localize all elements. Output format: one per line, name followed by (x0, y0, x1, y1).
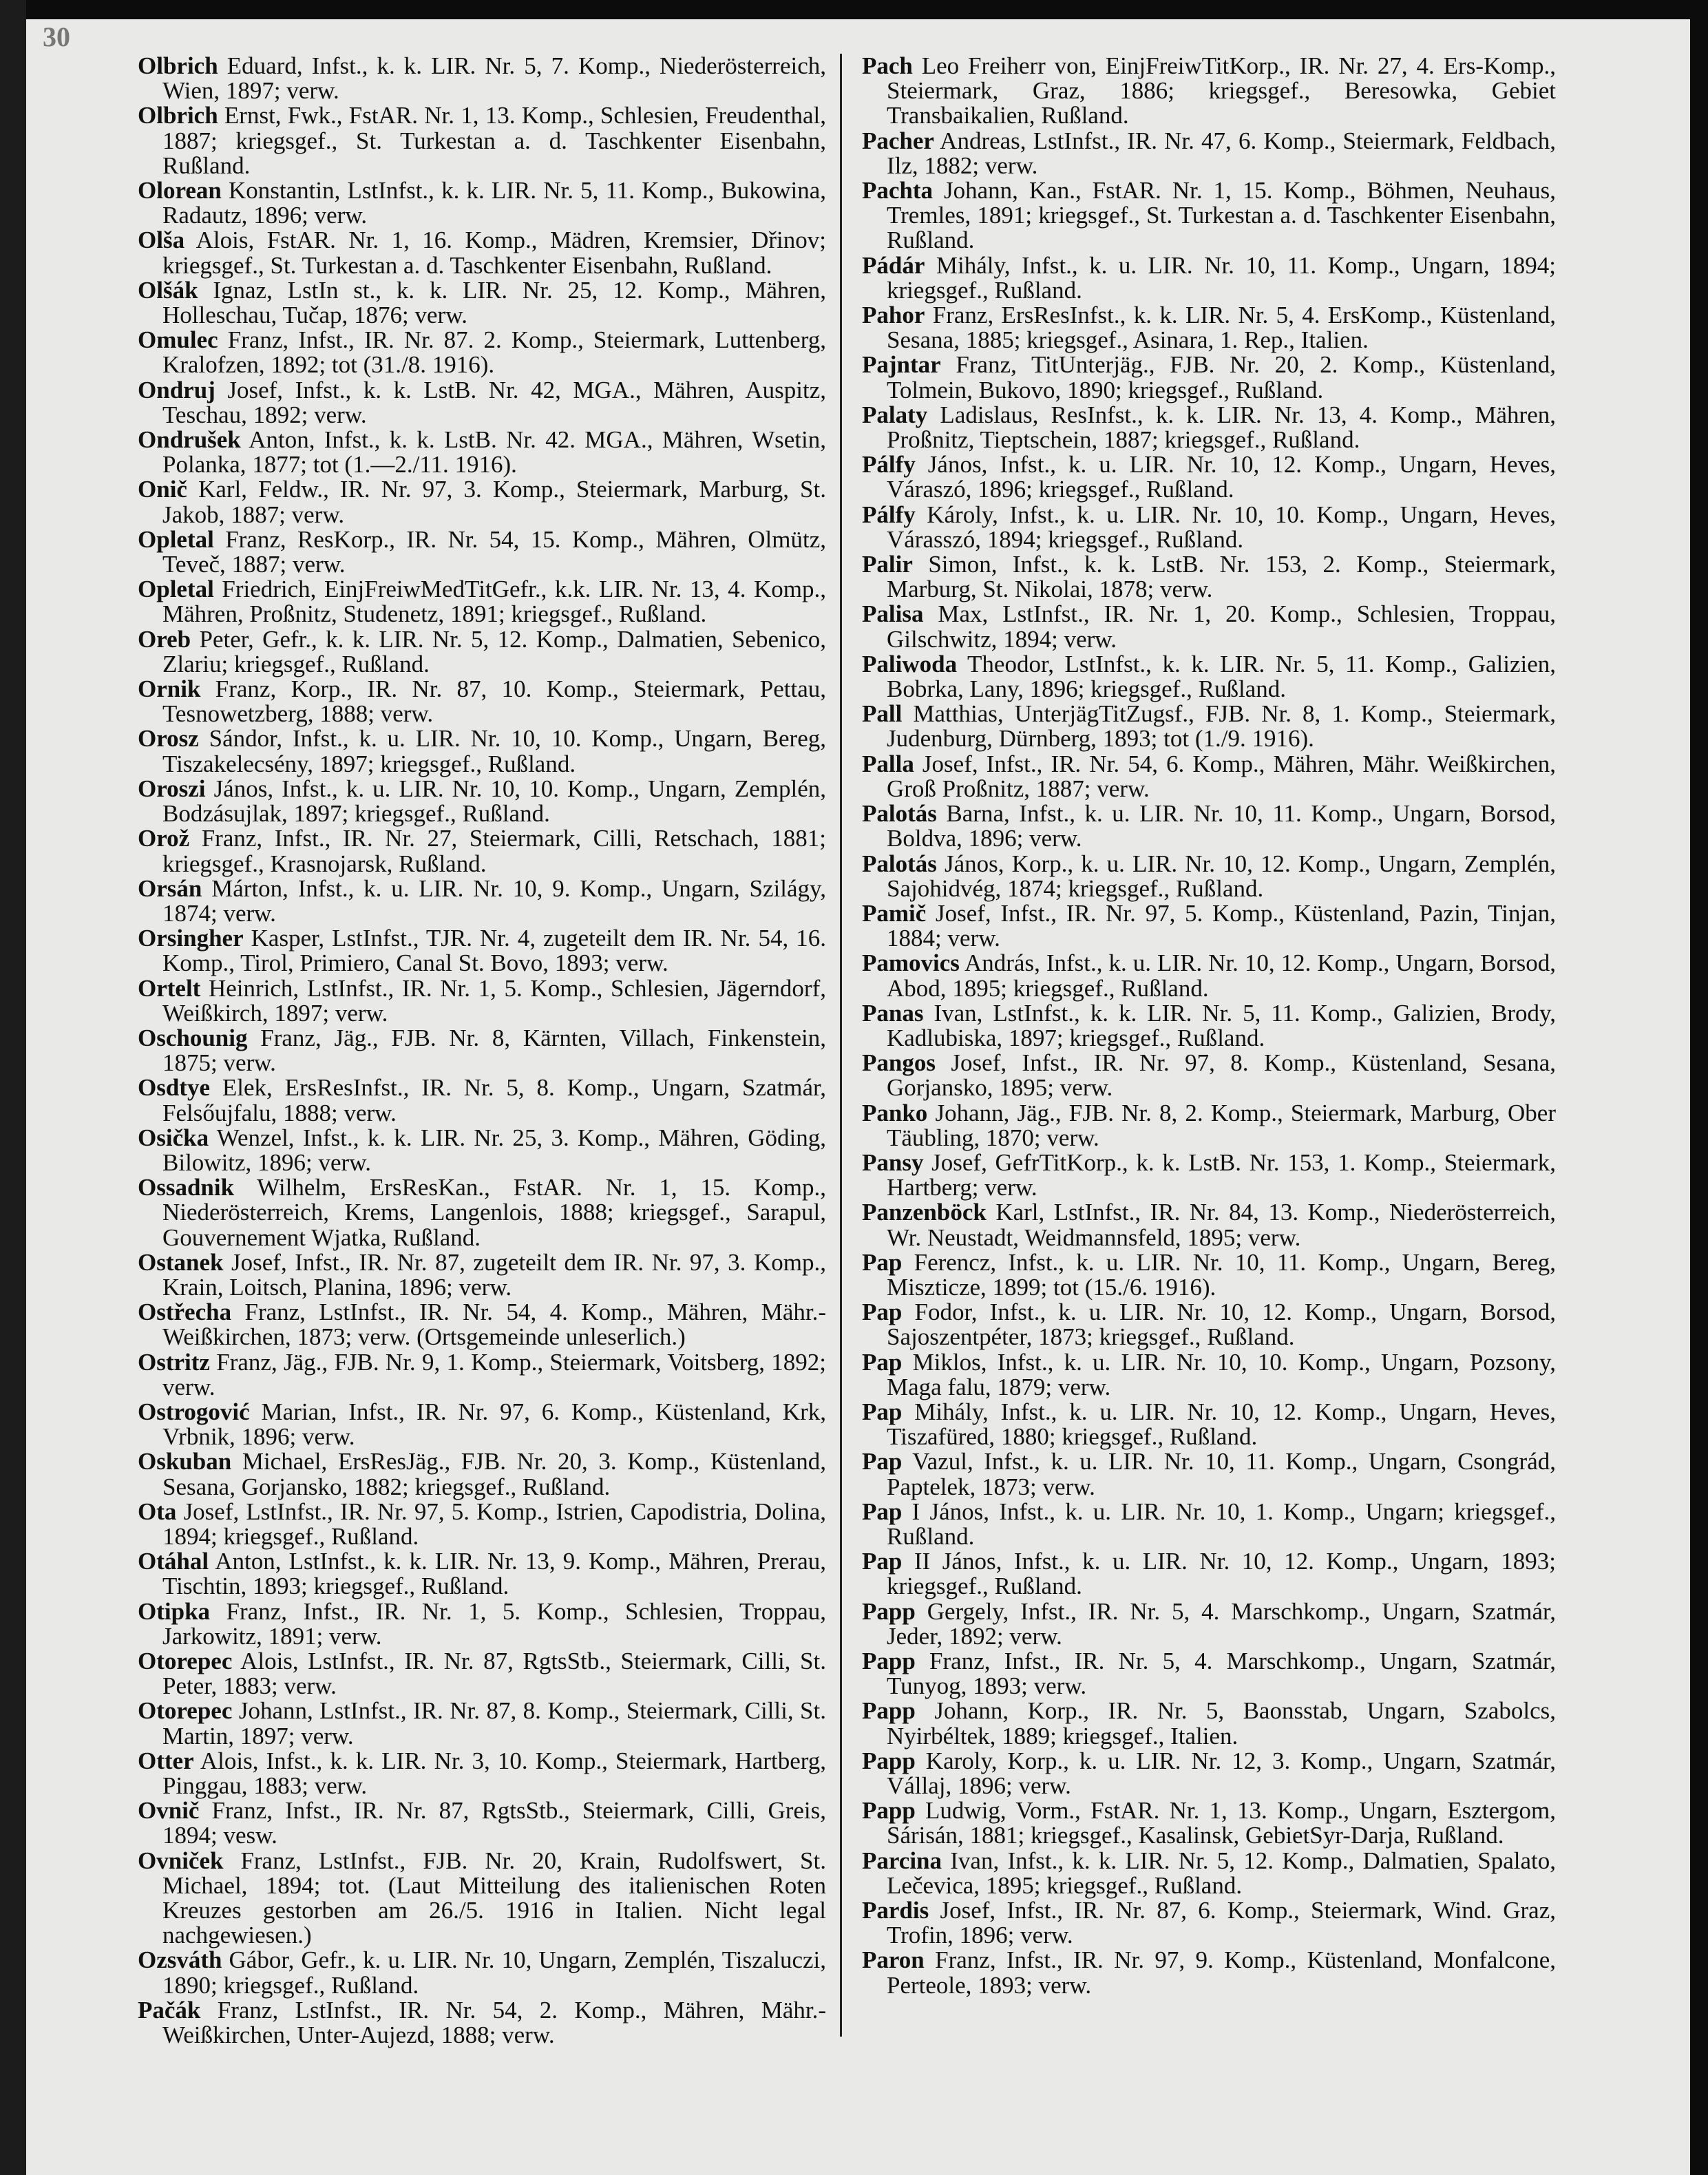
entry-details: Franz, Infst., IR. Nr. 27, Steiermark, Cilli, Retschach, 1881; kriegsgef., Krasnojarsk, Rußland. (162, 825, 826, 877)
register-entry (138, 1649, 826, 1699)
register-entry (138, 1075, 826, 1125)
entry-details: Franz, Jäg., FJB. Nr. 9, 1. Komp., Steiermark, Voitsberg, 1892; verw. (162, 1348, 826, 1400)
entry-surname: Pap (862, 1448, 903, 1475)
register-entry (138, 1798, 826, 1848)
entry-surname: Paron (862, 1946, 925, 1974)
entry-details: Johann, LstInfst., IR. Nr. 87, 8. Komp., Steiermark, Cilli, St. Martin, 1897; verw. (162, 1697, 826, 1750)
entry-details: Sándor, Infst., k. u. LIR. Nr. 10, 10. Komp., Ungarn, Bereg, Tiszakelecsény, 1897; kriegsgef., Rußland. (162, 725, 826, 777)
entry-surname: Palaty (862, 401, 928, 428)
entry-surname: Pap (862, 1398, 903, 1425)
entry-details: Eduard, Infst., k. k. LIR. Nr. 5, 7. Komp., Niederösterreich, Wien, 1897; verw. (162, 52, 826, 105)
register-entry (862, 552, 1556, 602)
entry-details: Karl, LstInfst., IR. Nr. 84, 13. Komp., Niederösterreich, Wr. Neustadt, Weidmannsfeld, 1895; verw. (887, 1199, 1556, 1251)
register-entry (862, 752, 1556, 801)
entry-details: Franz, Jäg., FJB. Nr. 8, Kärnten, Villach, Finkenstein, 1875; verw. (162, 1024, 826, 1077)
register-entry (138, 926, 826, 976)
entry-details: Károly, Infst., k. u. LIR. Nr. 10, 10. Komp., Ungarn, Heves, Várasszó, 1894; kriegsgef., Rußland. (887, 501, 1556, 553)
entry-details: András, Infst., k. u. LIR. Nr. 10, 12. Komp., Ungarn, Borsod, Abod, 1895; kriegsgef., Rußland. (887, 949, 1556, 1002)
register-entry (862, 951, 1556, 1000)
entry-details: Gábor, Gefr., k. u. LIR. Nr. 10, Ungarn, Zemplén, Tiszaluczi, 1890; kriegsgef., Rußland. (162, 1946, 826, 1999)
entry-details: Mihály, Infst., k. u. LIR. Nr. 10, 12. Komp., Ungarn, Heves, Tiszafüred, 1880; kriegsgef., Rußland. (887, 1398, 1556, 1451)
entry-surname: Oskuban (138, 1448, 232, 1475)
register-entry (138, 477, 826, 527)
register-entry (138, 976, 826, 1026)
right-column (862, 54, 1556, 1998)
entry-surname: Pačák (138, 1996, 201, 2024)
register-entry (138, 1948, 826, 1997)
register-entry (138, 228, 826, 277)
entry-details: Josef, Infst., IR. Nr. 87, zugeteilt dem IR. Nr. 97, 3. Komp., Krain, Loitsch, Planina, 1896; verw. (162, 1248, 826, 1301)
entry-details: Heinrich, LstInfst., IR. Nr. 1, 5. Komp., Schlesien, Jägerndorf, Weißkirch, 1897; verw. (162, 974, 826, 1027)
entry-details: János, Infst., k. u. LIR. Nr. 10, 12. Komp., Ungarn, Heves, Váraszó, 1896; kriegsgef., Rußland. (887, 451, 1556, 503)
entry-details: Franz, LstInfst., IR. Nr. 54, 2. Komp., Mähren, Mähr.-Weißkirchen, Unter-Aujezd, 1888; verw. (162, 1996, 826, 2049)
register-entry (862, 1898, 1556, 1948)
register-entry (138, 677, 826, 726)
register-entry (862, 1200, 1556, 1250)
entry-details: Josef, Infst., IR. Nr. 87, 6. Komp., Steiermark, Wind. Graz, Trofin, 1896; verw. (887, 1897, 1556, 1949)
entry-surname: Pálfy (862, 451, 916, 479)
register-entry (862, 178, 1556, 253)
scan-border-top (0, 0, 1708, 19)
entry-surname: Palla (862, 750, 914, 777)
entry-details: Kasper, LstInfst., TJR. Nr. 4, zugeteilt dem IR. Nr. 54, 16. Komp., Tirol, Primiero, Canal St. Bovo, 1893; verw. (162, 925, 826, 977)
entry-surname: Orož (138, 825, 190, 852)
entry-surname: Palisa (862, 600, 924, 628)
entry-details: Josef, Infst., k. k. LstB. Nr. 42, MGA., Mähren, Auspitz, Teschau, 1892; verw. (162, 376, 826, 428)
entry-details: Leo Freiherr von, EinjFreiwTitKorp., IR. Nr. 27, 4. Ers-Komp., Steiermark, Graz, 1886; kriegsgef., Beresowka, Gebiet Transbaikalien, Rußland. (887, 52, 1556, 129)
register-entry (862, 253, 1556, 303)
register-entry (138, 826, 826, 876)
entry-surname: Pangos (862, 1049, 936, 1077)
entry-details: Johann, Korp., IR. Nr. 5, Baonsstab, Ungarn, Szabolcs, Nyirbéltek, 1889; kriegsgef., Italien. (887, 1697, 1556, 1750)
entry-details: Franz, Infst., IR. Nr. 97, 9. Komp., Küstenland, Monfalcone, Perteole, 1893; verw. (887, 1946, 1556, 1999)
register-entry (862, 1400, 1556, 1449)
register-entry (862, 1798, 1556, 1848)
entry-surname: Pacher (862, 127, 934, 154)
entry-surname: Pamovics (862, 949, 960, 977)
entry-surname: Pap (862, 1548, 903, 1575)
register-entry (862, 852, 1556, 901)
entry-surname: Otorepec (138, 1648, 233, 1674)
page-number: 30 (43, 21, 70, 52)
entry-surname: Orsingher (138, 925, 244, 952)
entry-details: Franz, Infst., IR. Nr. 5, 4. Marschkomp., Ungarn, Szatmár, Tunyog, 1893; verw. (887, 1648, 1556, 1700)
entry-surname: Papp (862, 1648, 916, 1674)
register-entry (138, 777, 826, 826)
entry-details: Max, LstInfst., IR. Nr. 1, 20. Komp., Schlesien, Troppau, Gilschwitz, 1894; verw. (887, 600, 1556, 653)
entry-surname: Pap (862, 1498, 903, 1525)
entry-details: Michael, ErsResJäg., FJB. Nr. 20, 3. Komp., Küstenland, Sesana, Gorjansko, 1882; kriegsgef., Rußland. (162, 1448, 826, 1500)
entry-details: Franz, Infst., IR. Nr. 1, 5. Komp., Schlesien, Troppau, Jarkowitz, 1891; verw. (162, 1597, 826, 1650)
register-entry (862, 452, 1556, 502)
entry-details: Anton, Infst., k. k. LstB. Nr. 42. MGA., Mähren, Wsetin, Polanka, 1877; tot (1.—2./11. 1916). (162, 426, 826, 479)
register-entry (138, 378, 826, 428)
entry-surname: Pap (862, 1348, 903, 1376)
register-entry (862, 1699, 1556, 1748)
entry-details: Konstantin, LstInfst., k. k. LIR. Nr. 5, 11. Komp., Bukowina, Radautz, 1896; verw. (162, 177, 826, 229)
entry-details: II János, Infst., k. u. LIR. Nr. 10, 12. Komp., Ungarn, 1893; kriegsgef., Rußland. (887, 1548, 1556, 1600)
register-entry (862, 1649, 1556, 1699)
register-entry (862, 1500, 1556, 1549)
register-entry (862, 1001, 1556, 1051)
entry-surname: Papp (862, 1747, 916, 1774)
register-entry (138, 1749, 826, 1798)
entry-surname: Olšák (138, 276, 198, 304)
register-entry (862, 1051, 1556, 1100)
register-entry (862, 1150, 1556, 1200)
register-entry (862, 1350, 1556, 1400)
entry-surname: Opletal (138, 525, 214, 553)
entry-surname: Otter (138, 1747, 194, 1774)
entry-details: Ferencz, Infst., k. u. LIR. Nr. 10, 11. Komp., Ungarn, Bereg, Miszticze, 1899; tot (15./6. 1916). (887, 1248, 1556, 1301)
entry-surname: Opletal (138, 576, 214, 603)
entry-surname: Oreb (138, 625, 191, 653)
entry-surname: Otorepec (138, 1697, 233, 1725)
register-entry (862, 901, 1556, 951)
register-entry (862, 353, 1556, 402)
register-entry (862, 1599, 1556, 1649)
entry-surname: Papp (862, 1597, 916, 1625)
entry-surname: Pachta (862, 177, 934, 204)
entry-surname: Ondruj (138, 376, 215, 403)
entry-surname: Olorean (138, 177, 222, 204)
entry-surname: Paliwoda (862, 650, 958, 677)
entry-details: Johann, Kan., FstAR. Nr. 1, 15. Komp., Böhmen, Neuhaus, Tremles, 1891; kriegsgef., St. Turkestan a. d. Taschkenter Eisenbahn, Rußland. (887, 177, 1556, 254)
entry-details: Franz, TitUnterjäg., FJB. Nr. 20, 2. Komp., Küstenland, Tolmein, Bukovo, 1890; kriegsgef., Rußland. (887, 351, 1556, 403)
entry-details: Franz, LstInfst., FJB. Nr. 20, Krain, Rudolfswert, St. Michael, 1894; tot. (Laut Mitteilung des italienischen Roten Kreuzes gestorben am 26./5. 1916 in Italien. Nicht legal nachgewiesen.) (162, 1847, 826, 1949)
register-entry (138, 328, 826, 377)
entry-surname: Pardis (862, 1897, 929, 1924)
register-entry (138, 1026, 826, 1075)
register-entry (862, 1749, 1556, 1798)
entry-surname: Palotás (862, 850, 937, 877)
entry-details: Marian, Infst., IR. Nr. 97, 6. Komp., Küstenland, Krk, Vrbnik, 1896; verw. (162, 1398, 826, 1451)
entry-surname: Orosz (138, 725, 199, 753)
register-entry (862, 1101, 1556, 1150)
entry-surname: Ossadnik (138, 1174, 235, 1201)
entry-details: Franz, Infst., IR. Nr. 87, RgtsStb., Steiermark, Cilli, Greis, 1894; vesw. (162, 1797, 826, 1849)
register-entry (862, 1449, 1556, 1499)
entry-details: Theodor, LstInfst., k. k. LIR. Nr. 5, 11. Komp., Galizien, Bobrka, Lany, 1896; kriegsgef., Rußland. (887, 650, 1556, 703)
entry-details: Alois, Infst., k. k. LIR. Nr. 3, 10. Komp., Steiermark, Hartberg, Pinggau, 1883; verw. (162, 1747, 826, 1800)
register-entry (138, 1599, 826, 1649)
entry-details: Johann, Jäg., FJB. Nr. 8, 2. Komp., Steiermark, Marburg, Ober Täubling, 1870; verw. (887, 1099, 1556, 1151)
entry-surname: Pap (862, 1299, 903, 1326)
register-entry (862, 54, 1556, 129)
entry-surname: Osdtye (138, 1074, 210, 1102)
register-entry (138, 627, 826, 677)
entry-surname: Pajntar (862, 351, 941, 379)
entry-surname: Pap (862, 1248, 903, 1276)
entry-details: Gergely, Infst., IR. Nr. 5, 4. Marschkomp., Ungarn, Szatmár, Jeder, 1892; verw. (887, 1597, 1556, 1650)
register-entry (138, 876, 826, 926)
register-entry (138, 103, 826, 178)
entry-details: Vazul, Infst., k. u. LIR. Nr. 10, 11. Komp., Ungarn, Csongrád, Paptelek, 1873; verw. (887, 1448, 1556, 1500)
register-entry (862, 303, 1556, 353)
register-entry (138, 1400, 826, 1449)
scan-border-right (1690, 0, 1708, 2175)
entry-surname: Olbrich (138, 52, 218, 79)
entry-details: Barna, Infst., k. u. LIR. Nr. 10, 11. Komp., Ungarn, Borsod, Boldva, 1896; verw. (887, 800, 1556, 852)
entry-surname: Ortelt (138, 974, 201, 1002)
entry-surname: Pamič (862, 899, 927, 927)
register-entry (862, 1549, 1556, 1599)
register-entry (138, 1849, 826, 1948)
entry-surname: Onič (138, 476, 187, 503)
entry-details: Anton, LstInfst., k. k. LIR. Nr. 13, 9. Komp., Mähren, Prerau, Tischtin, 1893; kriegsgef., Rußland. (162, 1548, 826, 1600)
entry-surname: Orsán (138, 874, 202, 902)
entry-details: Elek, ErsResInfst., IR. Nr. 5, 8. Komp., Ungarn, Szatmár, Felsőujfalu, 1888; verw. (162, 1074, 826, 1126)
entry-details: Ivan, LstInfst., k. k. LIR. Nr. 5, 11. Komp., Galizien, Brody, Kadlubiska, 1897; kriegsgef., Rußland. (887, 999, 1556, 1051)
register-entry (862, 652, 1556, 702)
entry-details: Miklos, Infst., k. u. LIR. Nr. 10, 10. Komp., Ungarn, Pozsony, Maga falu, 1879; verw. (887, 1348, 1556, 1400)
register-entry (138, 1250, 826, 1300)
entry-details: Josef, Infst., IR. Nr. 97, 8. Komp., Küstenland, Sesana, Gorjansko, 1895; verw. (887, 1049, 1556, 1102)
register-entry (138, 1300, 826, 1349)
entry-details: Wilhelm, ErsResKan., FstAR. Nr. 1, 15. Komp., Niederösterreich, Krems, Langenlois, 1888; kriegsgef., Sarapul, Gouvernement Wjatka, Rußland. (162, 1174, 826, 1251)
scan-border-left (0, 0, 26, 2175)
entry-surname: Pansy (862, 1148, 924, 1176)
entry-details: Alois, LstInfst., IR. Nr. 87, RgtsStb., Steiermark, Cilli, St. Peter, 1883; verw. (162, 1648, 826, 1700)
entry-surname: Parcina (862, 1847, 942, 1874)
register-entry (862, 403, 1556, 452)
entry-surname: Panzenböck (862, 1199, 987, 1226)
register-entry (138, 178, 826, 228)
register-entry (138, 278, 826, 328)
entry-details: Franz, Infst., IR. Nr. 87. 2. Komp., Steiermark, Luttenberg, Kralofzen, 1892; tot (31./8. 1916). (162, 326, 826, 379)
register-entry (138, 1998, 826, 2048)
entry-surname: Palir (862, 551, 913, 578)
register-entry (138, 54, 826, 103)
register-entry (862, 129, 1556, 178)
entry-surname: Pall (862, 700, 903, 728)
entry-surname: Otáhal (138, 1548, 209, 1575)
entry-surname: Ovniček (138, 1847, 224, 1874)
entry-surname: Pach (862, 52, 913, 79)
entry-details: Simon, Infst., k. k. LstB. Nr. 153, 2. Komp., Steiermark, Marburg, St. Nikolai, 1878; verw. (887, 551, 1556, 603)
entry-surname: Pálfy (862, 501, 916, 528)
entry-details: Josef, GefrTitKorp., k. k. LstB. Nr. 153, 1. Komp., Steiermark, Hartberg; verw. (887, 1148, 1556, 1201)
left-column (138, 54, 826, 2048)
entry-surname: Pahor (862, 302, 925, 329)
entry-surname: Otipka (138, 1597, 211, 1625)
register-entry (862, 503, 1556, 552)
entry-details: Franz, ResKorp., IR. Nr. 54, 15. Komp., Mähren, Olmütz, Teveč, 1887; verw. (162, 525, 826, 578)
register-entry (138, 1549, 826, 1599)
entry-surname: Osička (138, 1124, 209, 1151)
entry-details: Fodor, Infst., k. u. LIR. Nr. 10, 12. Komp., Ungarn, Borsod, Sajoszentpéter, 1873; kriegsgef., Rußland. (887, 1299, 1556, 1351)
entry-details: Wenzel, Infst., k. k. LIR. Nr. 25, 3. Komp., Mähren, Göding, Bilowitz, 1896; verw. (162, 1124, 826, 1176)
entry-surname: Ostanek (138, 1248, 224, 1276)
register-entry (138, 577, 826, 627)
entry-details: Ernst, Fwk., FstAR. Nr. 1, 13. Komp., Schlesien, Freudenthal, 1887; kriegsgef., St. Turkestan a. d. Taschkenter Eisenbahn, Rußland. (162, 102, 826, 179)
entry-surname: Ostrogović (138, 1398, 250, 1425)
register-entry (862, 1250, 1556, 1300)
entry-details: I János, Infst., k. u. LIR. Nr. 10, 1. Komp., Ungarn; kriegsgef., Rußland. (887, 1498, 1556, 1550)
entry-surname: Olša (138, 227, 185, 254)
register-entry (862, 801, 1556, 851)
entry-surname: Pádár (862, 251, 925, 279)
entry-details: Karoly, Korp., k. u. LIR. Nr. 12, 3. Komp., Ungarn, Szatmár, Vállaj, 1896; verw. (887, 1747, 1556, 1800)
entry-details: Ignaz, LstIn st., k. k. LIR. Nr. 25, 12. Komp., Mähren, Holleschau, Tučap, 1876; verw. (162, 276, 826, 329)
entry-details: Andreas, LstInfst., IR. Nr. 47, 6. Komp., Steiermark, Feldbach, Ilz, 1882; verw. (887, 127, 1556, 179)
entry-surname: Olbrich (138, 102, 218, 129)
entry-details: Friedrich, EinjFreiwMedTitGefr., k.k. LIR. Nr. 13, 4. Komp., Mähren, Proßnitz, Studenetz, 1891; kriegsgef., Rußland. (162, 576, 826, 628)
entry-surname: Ondrušek (138, 426, 241, 454)
register-entry (138, 1500, 826, 1549)
entry-details: Matthias, UnterjägTitZugsf., FJB. Nr. 8, 1. Komp., Steiermark, Judenburg, Dürnberg, 1893; tot (1./9. 1916). (887, 700, 1556, 753)
entry-surname: Panas (862, 999, 924, 1027)
entry-details: Ladislaus, ResInfst., k. k. LIR. Nr. 13, 4. Komp., Mähren, Proßnitz, Tieptschein, 1887; kriegsgef., Rußland. (887, 401, 1556, 454)
register-entry (138, 1449, 826, 1499)
entry-details: Karl, Feldw., IR. Nr. 97, 3. Komp., Steiermark, Marburg, St. Jakob, 1887; verw. (162, 476, 826, 528)
entry-surname: Ota (138, 1498, 177, 1525)
entry-surname: Panko (862, 1099, 928, 1126)
entry-details: Franz, LstInfst., IR. Nr. 54, 4. Komp., Mähren, Mähr.-Weißkirchen, 1873; verw. (Ortsgemeinde unleserlich.) (162, 1299, 826, 1351)
entry-surname: Oschounig (138, 1024, 248, 1051)
entry-details: Ivan, Infst., k. k. LIR. Nr. 5, 12. Komp., Dalmatien, Spalato, Lečevica, 1895; kriegsgef., Rußland. (887, 1847, 1556, 1899)
entry-details: János, Infst., k. u. LIR. Nr. 10, 10. Komp., Ungarn, Zemplén, Bodzásujlak, 1897; kriegsgef., Rußland. (162, 775, 826, 828)
entry-details: Ludwig, Vorm., FstAR. Nr. 1, 13. Komp., Ungarn, Esztergom, Sárisán, 1881; kriegsgef., Kasalinsk, GebietSyr-Darja, Rußland. (887, 1797, 1556, 1849)
register-entry (138, 1175, 826, 1250)
register-entry (862, 602, 1556, 651)
entry-details: Márton, Infst., k. u. LIR. Nr. 10, 9. Komp., Ungarn, Szilágy, 1874; verw. (162, 874, 826, 927)
register-entry (862, 1948, 1556, 1997)
entry-surname: Ovnič (138, 1797, 200, 1825)
entry-details: Peter, Gefr., k. k. LIR. Nr. 5, 12. Komp., Dalmatien, Sebenico, Zlariu; kriegsgef., Rußland. (162, 625, 826, 677)
entry-details: Mihály, Infst., k. u. LIR. Nr. 10, 11. Komp., Ungarn, 1894; kriegsgef., Rußland. (887, 251, 1556, 304)
register-entry (138, 1126, 826, 1175)
entry-details: Franz, Korp., IR. Nr. 87, 10. Komp., Steiermark, Pettau, Tesnowetzberg, 1888; verw. (162, 675, 826, 728)
register-entry (862, 702, 1556, 751)
entry-surname: Papp (862, 1797, 916, 1825)
entry-surname: Papp (862, 1697, 916, 1725)
register-entry (138, 428, 826, 477)
register-entry (138, 1350, 826, 1400)
register-entry (862, 1849, 1556, 1898)
entry-surname: Ornik (138, 675, 201, 703)
entry-surname: Palotás (862, 800, 937, 828)
register-entry (138, 726, 826, 776)
entry-details: Franz, ErsResInfst., k. k. LIR. Nr. 5, 4. ErsKomp., Küstenland, Sesana, 1885; kriegsgef., Asinara, 1. Rep., Italien. (887, 302, 1556, 354)
entry-details: Josef, LstInfst., IR. Nr. 97, 5. Komp., Istrien, Capodistria, Dolina, 1894; kriegsgef., Rußland. (162, 1498, 826, 1550)
entry-details: Josef, Infst., IR. Nr. 97, 5. Komp., Küstenland, Pazin, Tinjan, 1884; verw. (887, 899, 1556, 952)
entry-surname: Ostřecha (138, 1299, 232, 1326)
register-entry (862, 1300, 1556, 1349)
entry-surname: Oroszi (138, 775, 206, 802)
register-entry (138, 1699, 826, 1748)
entry-surname: Ostritz (138, 1348, 210, 1376)
entry-details: Josef, Infst., IR. Nr. 54, 6. Komp., Mähren, Mähr. Weißkirchen, Groß Proßnitz, 1887; verw. (887, 750, 1556, 802)
entry-surname: Ozsváth (138, 1946, 222, 1974)
entry-details: Alois, FstAR. Nr. 1, 16. Komp., Mädren, Kremsier, Dřinov; kriegsgef., St. Turkestan a. d. Taschkenter Eisenbahn, Rußland. (162, 227, 826, 279)
entry-surname: Omulec (138, 326, 218, 354)
entry-details: János, Korp., k. u. LIR. Nr. 10, 12. Komp., Ungarn, Zemplén, Sajohidvég, 1874; kriegsgef., Rußland. (887, 850, 1556, 902)
column-divider (840, 54, 842, 2037)
register-entry (138, 527, 826, 577)
